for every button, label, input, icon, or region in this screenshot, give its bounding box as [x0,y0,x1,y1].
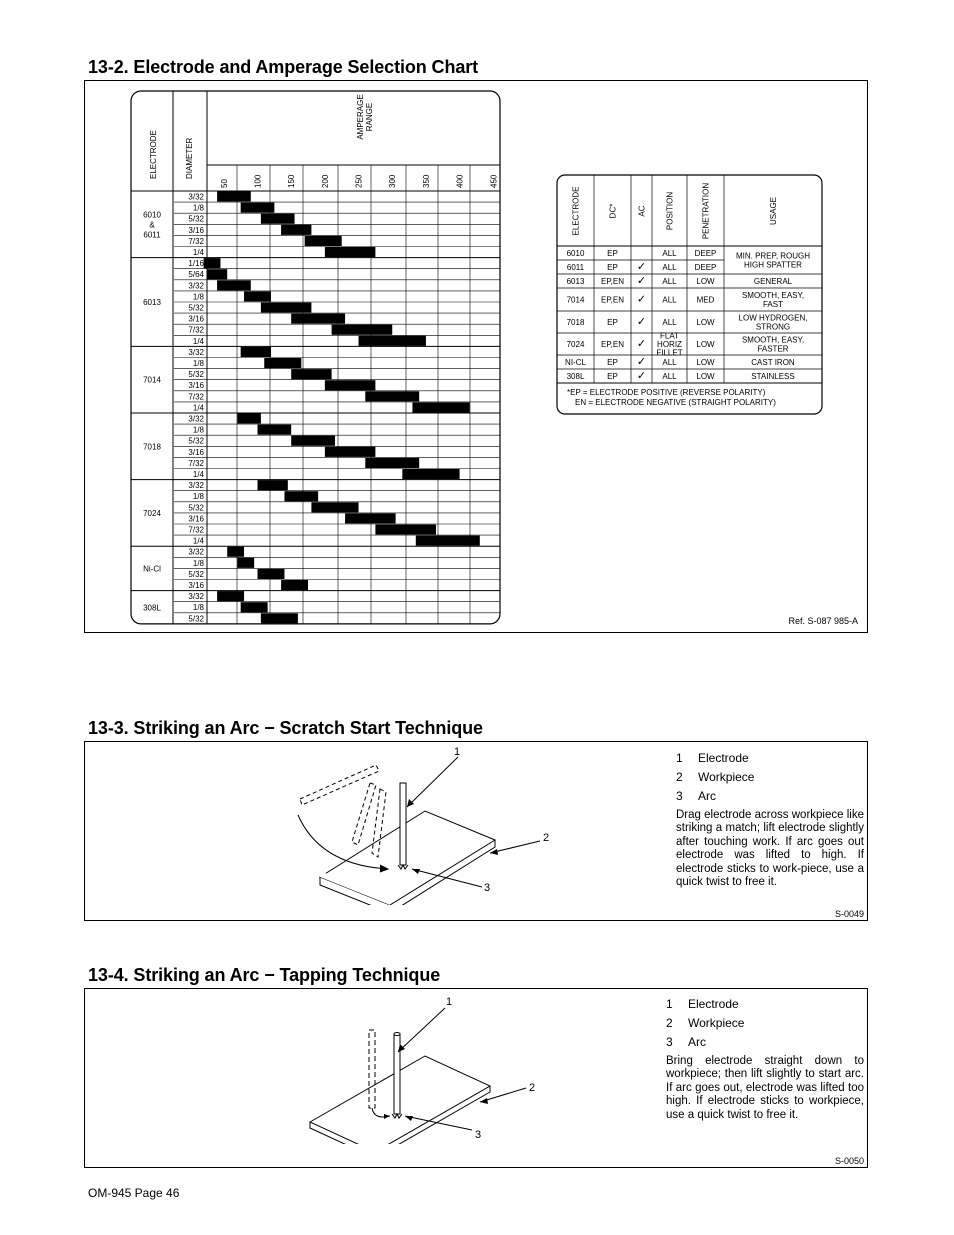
electrode [400,783,406,865]
table-cell: EP [607,372,618,381]
amperage-bar [291,436,335,446]
table-cell: EP,EN [601,340,624,349]
amperage-bar [217,591,244,601]
table-cell: LOW [696,358,715,367]
diameter-label: 1/4 [192,470,204,479]
amp-tick: 450 [489,174,499,188]
amp-tick: 150 [287,174,297,188]
callout-3: 3 [484,882,491,894]
amperage-bar [412,402,469,412]
table-cell: SMOOTH, EASY, [741,335,805,345]
usage-table [556,174,824,420]
table-cell: FASTER [757,344,789,354]
diameter-label: 5/32 [188,370,204,380]
table-cell: ✓ [636,356,647,368]
table-cell: NI-CL [565,358,586,367]
table-cell: LOW [696,277,715,286]
diameter-label: 3/32 [188,547,204,557]
diameter-label: 3/16 [188,447,204,457]
amperage-bar [241,602,268,612]
table-cell: ALL [662,318,677,327]
amperage-bar [281,225,311,235]
amperage-bar [258,480,288,490]
electrode-label: 308L [143,603,161,613]
table-cell: STRONG [755,322,791,332]
header-amperage: AMPERAGE [356,94,365,140]
diameter-label: 3/32 [188,481,204,491]
amp-tick: 50 [219,179,229,188]
table-cell: ✓ [636,261,647,273]
amperage-bar [261,303,312,313]
callout-2: 2 [543,832,550,844]
table-cell: EP [607,263,618,272]
diameter-label: 1/8 [192,425,204,435]
table-cell: SMOOTH, EASY, [741,291,805,300]
reference-number: Ref. S-087 985-A [788,616,858,626]
table-cell: EP,EN [601,277,624,286]
electrode-label: 7024 [143,508,161,518]
table-cell: ✓ [636,338,647,350]
diameter-label: 7/32 [188,392,204,402]
table-cell: DEEP [694,263,717,272]
electrode-label: 6010 [143,210,161,220]
amperage-bar [261,214,295,224]
table-cell: ✓ [636,275,647,287]
footnote: *EP = ELECTRODE POSITIVE (REVERSE POLARITY) [567,388,766,397]
diameter-label: 3/32 [188,592,204,602]
diameter-label: 5/32 [188,503,204,513]
amperage-bar [258,569,285,579]
header-electrode: ELECTRODE [149,130,158,179]
amperage-bar [217,280,251,290]
amperage-bar [204,258,221,268]
reference-number: S-0050 [834,1156,864,1166]
table-cell: 7018 [566,318,585,327]
table-cell: ALL [662,263,677,272]
legend-item: 2 Workpiece [676,770,755,784]
diameter-label: 5/64 [188,270,204,280]
diameter-label: 3/16 [188,514,204,524]
table-cell: STAINLESS [751,372,795,381]
amperage-bar [237,414,261,424]
diameter-label: 1/4 [192,536,204,546]
workpiece-plate [320,811,495,905]
amperage-bar [325,447,376,457]
tapping-instructions: Bring electrode straight down to workpiece; then lift slightly to start arc. If arc goes out, electrode was lifted too high. If electrode sticks to workpiece, use a quick twist to free it. [666,1055,864,1121]
diameter-label: 3/32 [188,347,204,357]
amperage-chart [130,90,504,626]
legend-item: 3 Arc [676,789,716,803]
table-cell: 7014 [566,295,585,305]
tapping-legend [666,997,864,1122]
scratch-instructions: Drag electrode across workpiece like striking a match; lift electrode slightly after touching work. If arc goes out electrode was lifted to high. If electrode sticks to work-piece, use a quick twist to free it. [676,809,864,889]
callout-2: 2 [529,1082,536,1094]
table-cell: MED [696,295,715,305]
diameter-label: 7/32 [188,236,204,246]
amperage-bar [241,203,275,213]
column-header: POSITION [665,191,675,231]
diameter-label: 7/32 [188,458,204,468]
amperage-bar [241,347,271,357]
electrode-label: 7018 [143,442,161,452]
table-cell: ✓ [636,293,647,306]
table-cell: LOW HYDROGEN, [738,313,808,323]
amperage-bar [416,536,480,546]
table-cell: HIGH SPATTER [744,260,802,270]
column-header: AC [637,205,647,217]
table-cell: EP [607,358,618,367]
amperage-bar [325,247,376,257]
table-cell: GENERAL [753,277,793,286]
amperage-bar [365,391,419,401]
electrode [394,1034,400,1114]
diameter-label: 1/8 [192,292,204,302]
table-cell: ALL [662,295,677,305]
column-header: DC* [608,203,618,219]
diameter-label: 1/16 [188,259,204,269]
amperage-bar [305,236,342,246]
electrode-label: Ni-Cl [143,564,161,574]
table-cell: ✓ [636,370,647,382]
amperage-bar [402,469,459,479]
amperage-bar [325,380,376,390]
diameter-label: 1/8 [192,492,204,502]
diameter-label: 3/16 [188,581,204,590]
table-cell: EP [607,249,618,258]
table-cell: 6010 [566,249,585,258]
amp-tick: 200 [320,174,330,188]
column-header: PENETRATION [701,182,711,240]
amp-tick: 350 [421,174,431,188]
amperage-bar [365,458,419,468]
amperage-bar [375,525,436,535]
section-title-13-3: 13-3. Striking an Arc − Scratch Start Technique [88,718,483,738]
column-header: ELECTRODE [571,186,581,236]
table-cell: LOW [696,318,715,327]
diameter-label: 7/32 [188,525,204,535]
amperage-bar [264,358,301,368]
diameter-label: 5/32 [188,436,204,446]
table-cell: MIN. PREP, ROUGH [735,251,811,261]
amperage-bar [311,502,358,512]
diameter-label: 3/16 [188,314,204,324]
amp-tick: 250 [354,174,364,188]
table-cell: DEEP [694,249,717,258]
diameter-label: 1/4 [192,248,204,257]
table-cell: ✓ [636,316,647,328]
amperage-bar [281,580,308,590]
amperage-bar [217,192,251,202]
diameter-label: 7/32 [188,325,204,335]
table-cell: HORIZ [657,340,682,349]
diameter-label: 5/32 [188,214,204,224]
electrode-label: 6013 [143,298,161,307]
electrode-label: & [149,220,155,230]
scratch-legend [676,751,864,889]
amperage-bar [207,269,227,279]
amperage-bar [345,513,396,523]
footnote: EN = ELECTRODE NEGATIVE (STRAIGHT POLARITY) [575,398,776,407]
diameter-label: 3/32 [188,192,204,202]
diameter-label: 3/32 [188,281,204,291]
scratch-illustration [280,745,580,905]
amperage-bar [291,314,345,324]
amp-tick: 300 [388,174,398,188]
table-cell: 6011 [566,263,585,272]
amperage-bar [244,291,271,301]
legend-item: 2 Workpiece [666,1016,745,1030]
column-header: USAGE [769,196,778,226]
diameter-label: 3/32 [188,414,204,424]
amp-tick: 400 [455,174,465,188]
table-cell: 7024 [566,340,585,349]
table-cell: ALL [662,358,677,367]
reference-number: S-0049 [834,909,864,919]
tapping-illustration [300,994,560,1144]
table-cell: FILLET [656,348,683,358]
diameter-label: 3/16 [188,225,204,235]
section-title-13-4: 13-4. Striking an Arc − Tapping Technique [88,965,441,985]
table-cell: ALL [662,372,677,381]
header-diameter: DIAMETER [185,137,194,179]
diameter-label: 3/16 [188,381,204,391]
callout-1: 1 [446,996,453,1008]
table-cell: 6013 [566,277,585,286]
page-footer: OM-945 Page 46 [88,1186,180,1200]
diameter-label: 1/8 [192,359,204,368]
diameter-label: 1/8 [192,558,204,568]
amperage-bar [261,613,298,623]
diameter-label: 5/32 [188,569,204,579]
amperage-bar [258,425,292,435]
diameter-label: 1/8 [192,203,204,213]
table-cell: ALL [662,249,677,258]
table-cell: 308L [566,372,585,381]
diameter-label: 5/32 [188,614,204,624]
callout-3: 3 [475,1129,482,1141]
amperage-bar [291,369,331,379]
table-cell: ALL [662,277,677,286]
table-cell: EP [607,318,618,327]
electrode-label: 6011 [143,230,161,240]
electrode-label: 7014 [143,375,161,385]
amperage-bar [359,336,426,346]
table-cell: LOW [696,372,715,381]
table-cell: CAST IRON [751,358,795,367]
legend-item: 1 Electrode [676,751,749,765]
section-title-13-2: 13-2. Electrode and Amperage Selection Chart [88,57,479,77]
diameter-label: 5/32 [188,303,204,313]
legend-item: 3 Arc [666,1035,706,1049]
table-cell: EP,EN [601,295,624,305]
amperage-bar [237,558,254,568]
diameter-label: 1/4 [192,336,204,346]
table-cell: LOW [696,340,715,349]
amperage-bar [284,491,318,501]
header-amperage: RANGE [365,102,374,132]
table-cell: FAST [762,300,784,309]
amperage-bar [332,325,393,335]
legend-item: 1 Electrode [666,997,739,1011]
table-cell: FLAT [660,331,679,341]
diameter-label: 1/4 [192,403,204,413]
amperage-bar [227,547,244,557]
diameter-label: 1/8 [192,603,204,613]
callout-1: 1 [454,746,461,758]
amp-tick: 100 [253,174,263,188]
